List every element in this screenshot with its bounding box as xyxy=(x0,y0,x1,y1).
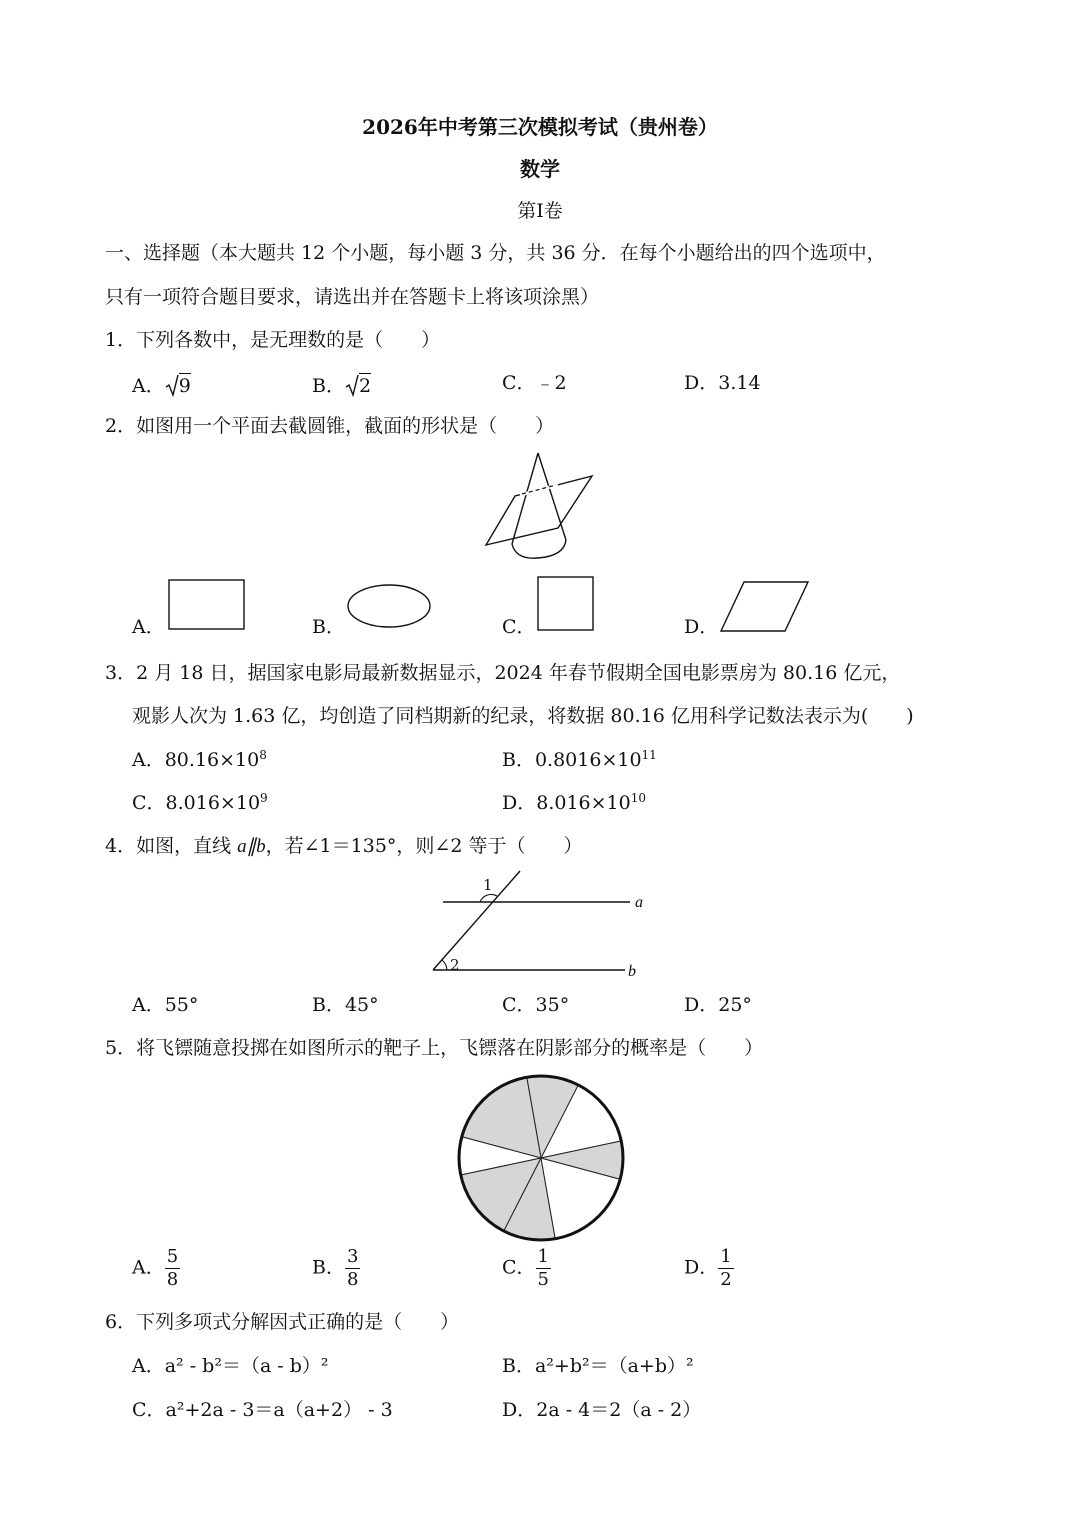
q3-option-d xyxy=(502,791,647,814)
q5-option-b-denominator: 8 xyxy=(346,1269,359,1290)
q5-option-a-numerator: 5 xyxy=(166,1246,179,1267)
q5-option-c xyxy=(502,1248,551,1289)
square-shape xyxy=(537,576,595,632)
q2-option-b-label: B． xyxy=(312,616,345,638)
q5-option-a xyxy=(132,1248,180,1289)
q1-stem: 1．下列各数中，是无理数的是（ ） xyxy=(105,329,441,351)
q5-option-a-denominator: 8 xyxy=(166,1269,179,1290)
q6-option-a: A．a² - b²＝（a - b）² xyxy=(132,1355,329,1377)
angle-1-label: 1 xyxy=(483,876,493,894)
q3-option-b-exp: 11 xyxy=(641,748,657,762)
q1-option-d: D．3.14 xyxy=(684,372,761,394)
q6-option-d: D．2a - 4＝2（a - 2） xyxy=(502,1399,702,1421)
q6-option-b: B．a²+b²＝（a+b）² xyxy=(502,1355,694,1377)
q3-option-b xyxy=(502,748,657,771)
q6-stem: 6．下列多项式分解因式正确的是（ ） xyxy=(105,1311,460,1333)
q3-option-c xyxy=(132,791,268,814)
q2-option-a-label: A． xyxy=(132,616,165,638)
q5-option-d-denominator: 2 xyxy=(720,1269,732,1290)
exam-title: 2026年中考第三次模拟考试（贵州卷） xyxy=(362,115,718,139)
q3-option-b-base: B．0.8016×10 xyxy=(502,749,642,771)
q1-option-a-radicand: 9 xyxy=(178,375,191,397)
section-instruction-line1: 一、选择题（本大题共 12 个小题，每小题 3 分，共 36 分．在每个小题给出的四个选项中， xyxy=(105,242,886,264)
section-instruction-line2: 只有一项符合题目要求，请选出并在答题卡上将该项涂黑） xyxy=(105,286,600,308)
q1-option-b-radicand: 2 xyxy=(358,375,372,397)
parallelogram-shape xyxy=(719,580,811,634)
q3-option-a xyxy=(132,748,267,771)
q3-option-a-exp: 8 xyxy=(259,748,267,762)
rectangle-shape xyxy=(168,579,246,631)
q4-option-d: D．25° xyxy=(684,994,752,1016)
q1-option-c: C．﹣2 xyxy=(502,372,567,394)
q3-stem-line1: 3．2 月 18 日，据国家电影局最新数据显示，2024 年春节假期全国电影票房为 80.16 亿元， xyxy=(105,662,901,684)
q2-option-c-label: C． xyxy=(502,616,536,638)
q1-option-a-label: A． xyxy=(132,375,165,397)
q5-stem: 5．将飞镖随意投掷在如图所示的靶子上，飞镖落在阴影部分的概率是（ ） xyxy=(105,1037,764,1059)
q5-option-d xyxy=(684,1248,734,1289)
q4-option-b: B．45° xyxy=(312,994,379,1016)
dartboard-figure xyxy=(455,1072,627,1244)
parallel-lines-figure xyxy=(425,866,655,986)
q4-stem-pre: 4．如图，直线 xyxy=(105,835,238,857)
q2-option-d-label: D． xyxy=(684,616,719,638)
q2-stem: 2．如图用一个平面去截圆锥，截面的形状是（ ） xyxy=(105,415,555,437)
q3-option-d-base: D．8.016×10 xyxy=(502,792,631,814)
q3-stem-line2: 观影人次为 1.63 亿，均创造了同档期新的纪录，将数据 80.16 亿用科学记数法表示为( ) xyxy=(132,705,914,727)
q3-option-c-exp: 9 xyxy=(260,791,268,805)
q4-option-c: C．35° xyxy=(502,994,570,1016)
ellipse-shape xyxy=(346,583,432,629)
cone-cut-figure xyxy=(480,448,600,563)
q5-option-c-label: C． xyxy=(502,1256,536,1279)
q4-option-a: A．55° xyxy=(132,994,199,1016)
q1-option-b-label: B． xyxy=(312,375,345,397)
q5-option-b-numerator: 3 xyxy=(346,1246,359,1267)
q1-option-b xyxy=(312,374,371,396)
q3-option-a-base: A．80.16×10 xyxy=(132,749,260,771)
q5-option-d-label: D． xyxy=(684,1256,719,1279)
q5-option-b-label: B． xyxy=(312,1256,345,1279)
q5-option-d-numerator: 1 xyxy=(720,1246,732,1267)
q6-option-c: C．a²+2a - 3＝a（a+2） - 3 xyxy=(132,1399,393,1421)
sqrt-icon xyxy=(345,374,359,396)
line-b-label: b xyxy=(628,963,636,980)
q5-option-c-numerator: 1 xyxy=(537,1246,549,1267)
q4-stem-var: a∥b xyxy=(237,836,266,857)
q4-stem xyxy=(105,837,582,856)
volume-title: 第Ⅰ卷 xyxy=(517,200,563,222)
subject-title: 数学 xyxy=(520,157,560,181)
q3-option-c-base: C．8.016×10 xyxy=(132,792,261,814)
sqrt-icon xyxy=(165,374,179,396)
q1-option-a xyxy=(132,374,191,396)
line-a-label: a xyxy=(635,894,643,911)
q4-stem-post: ，若∠1＝135°，则∠2 等于（ ） xyxy=(265,835,583,857)
q5-option-a-label: A． xyxy=(132,1256,165,1279)
q3-option-d-exp: 10 xyxy=(630,791,647,805)
q5-option-c-denominator: 5 xyxy=(537,1269,549,1290)
q5-option-b xyxy=(312,1248,360,1289)
angle-2-label: 2 xyxy=(450,956,460,974)
